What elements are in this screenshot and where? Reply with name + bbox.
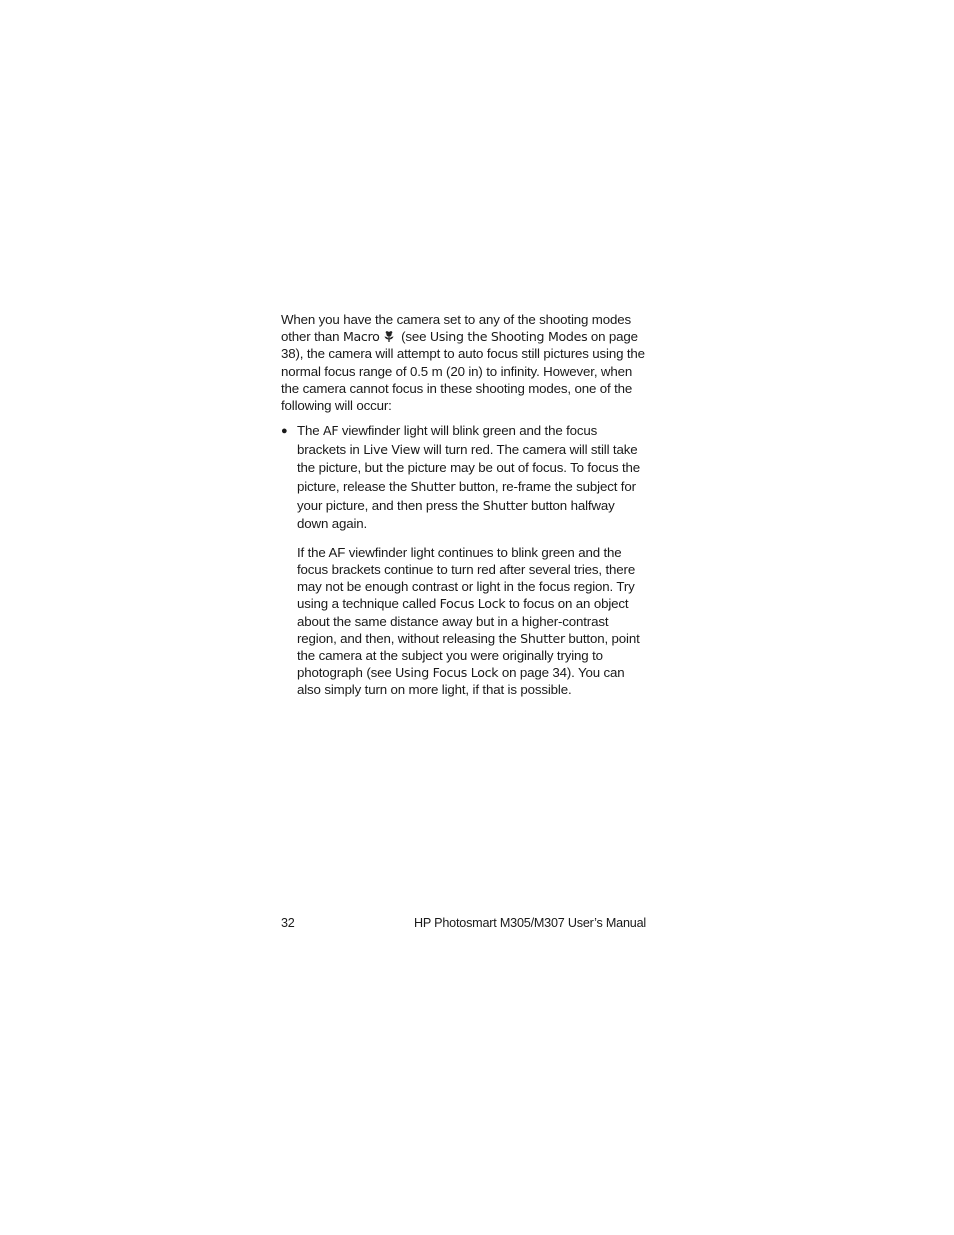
page-number: 32 — [281, 916, 295, 930]
intro-text-1: When you have the camera set to any of the shooting modes other than — [281, 312, 631, 345]
macro-flower-icon — [382, 330, 396, 343]
bullet-text-2: viewfinder light will blink green and the focus brackets in — [297, 423, 598, 457]
af-label: AF — [323, 423, 339, 439]
sub-text-2: to focus on an object about the same distance away but in a higher-contrast region, and then, without releasing the — [297, 596, 629, 646]
bullet-text-3: will turn red. The camera will still take the picture, but the picture may be out of focus. To focus the picture, release the — [297, 441, 641, 494]
follow-up-paragraph — [281, 544, 646, 699]
sub-text-1: If the AF viewfinder light continues to blink green and the focus brackets continue to turn red after several tries, there may not be enough contrast or light in the focus region. Try using a technique called — [297, 544, 636, 612]
shutter-label: Shutter — [410, 479, 456, 494]
bullet-text-4: button, re-frame the subject for your picture, and then press the — [297, 479, 636, 513]
manual-title: HP Photosmart M305/M307 User’s Manual — [414, 916, 646, 930]
focus-lock-label: Focus Lock — [439, 596, 506, 612]
bullet-marker: ● — [281, 425, 288, 438]
intro-paragraph — [281, 311, 646, 414]
link-focus-lock[interactable]: Using Focus Lock — [395, 665, 499, 681]
bullet-text-1: The — [297, 423, 324, 439]
page-footer — [281, 914, 646, 932]
page-body — [281, 311, 646, 699]
macro-label: Macro — [342, 329, 380, 345]
link-shooting-modes[interactable]: Using the Shooting Modes — [429, 329, 588, 345]
sub-text-3: button, point the camera at the subject you were originally trying to photograph (see — [297, 630, 640, 681]
sub-text-4: on page 34). You can also simply turn on more light, if that is possible. — [297, 665, 625, 698]
bullet-text-5: button halfway down again. — [297, 497, 615, 532]
intro-text-2: (see — [397, 329, 430, 345]
shutter-label: Shutter — [520, 630, 565, 646]
shutter-label: Shutter — [482, 497, 528, 513]
live-view-label: Live View — [363, 441, 421, 457]
intro-text-3: on page 38), the camera will attempt to auto focus still pictures using the normal focus range of 0.5 m (20 in) to infinity. However, when the camera cannot focus in these shooting modes, one of the following will occur: — [281, 329, 645, 414]
list-item — [281, 422, 646, 534]
